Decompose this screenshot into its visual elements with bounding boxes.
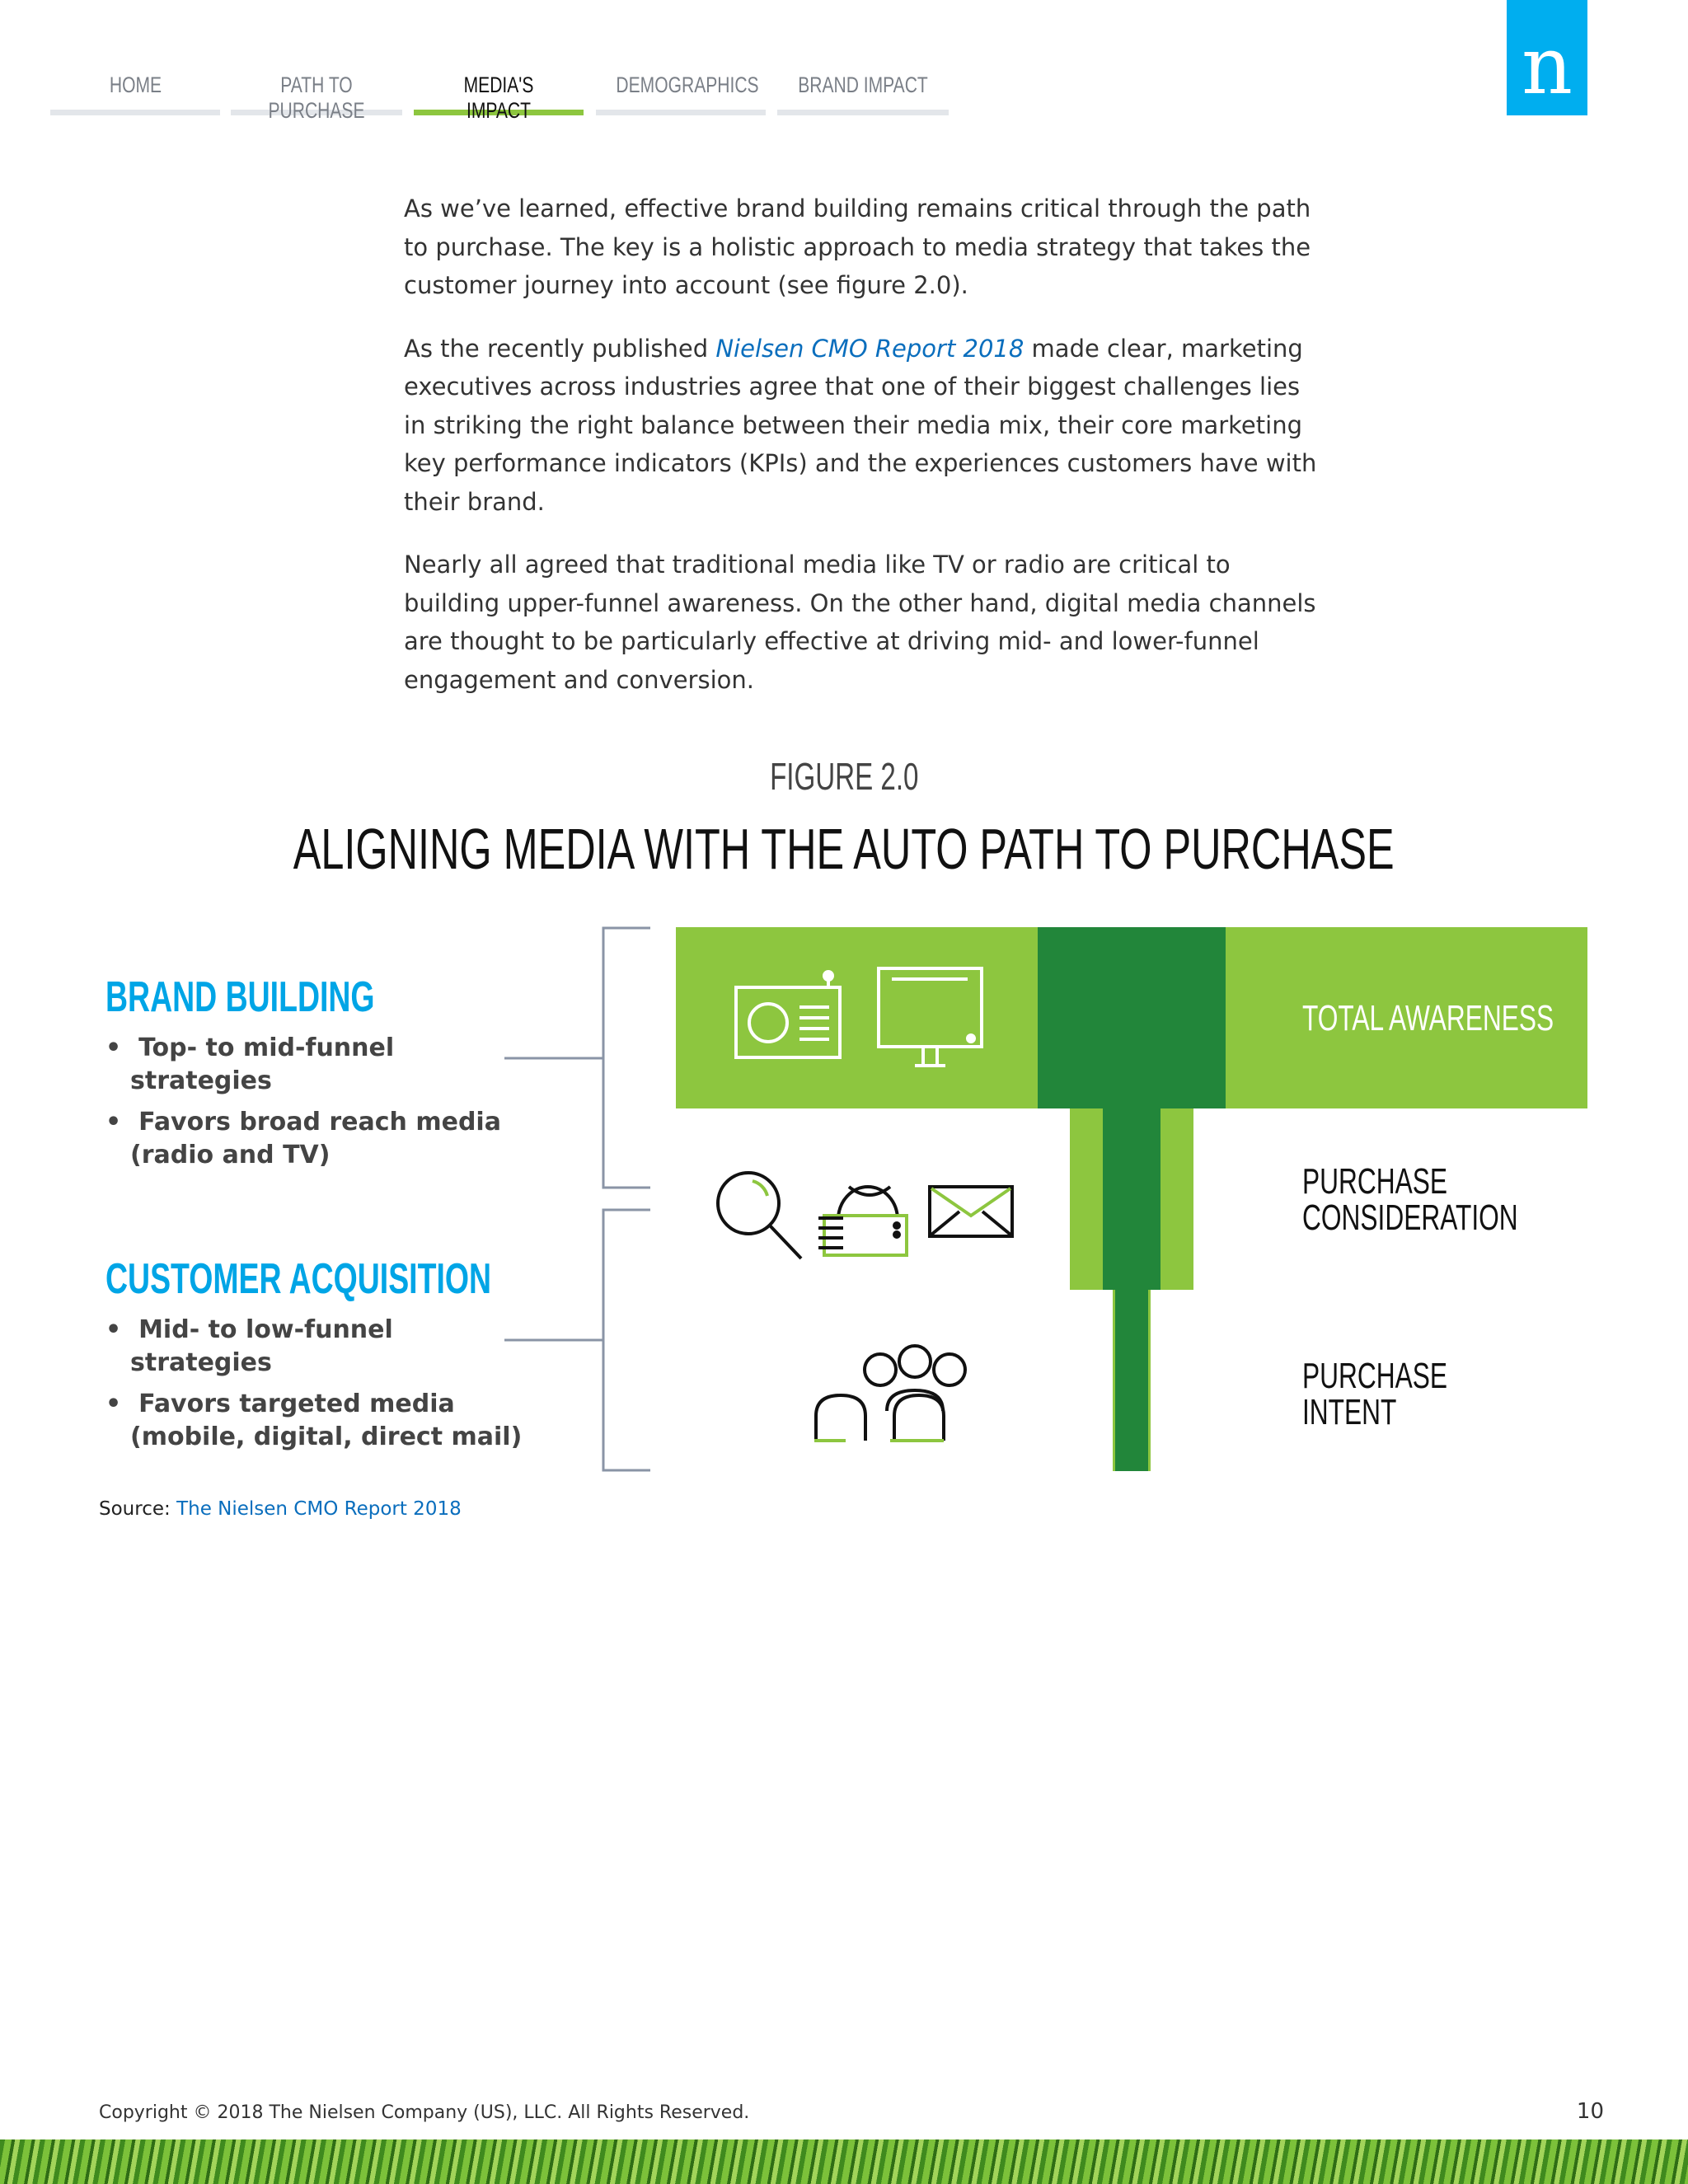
source-note: Source: The Nielsen CMO Report 2018 xyxy=(99,1498,462,1520)
customer-acquisition-heading: CUSTOMER ACQUISITION xyxy=(106,1255,492,1303)
consideration-funnel xyxy=(1103,1108,1160,1290)
tab-label: HOME xyxy=(109,73,162,97)
bullet: • Top- to mid-funnel strategies xyxy=(106,1033,395,1095)
bracket-lines xyxy=(504,928,650,1470)
copyright: Copyright © 2018 The Nielsen Company (US), LLC. All Rights Reserved. xyxy=(99,2102,750,2123)
stage-purchase-consideration: PURCHASE CONSIDERATION xyxy=(1302,1161,1518,1238)
brand-building-heading: BRAND BUILDING xyxy=(106,973,375,1021)
group-icon xyxy=(814,1346,965,1441)
grass-footer-image xyxy=(0,2139,1688,2184)
nielsen-logo[interactable]: n xyxy=(1507,0,1587,115)
brand-bracket xyxy=(504,928,650,1188)
cmo-report-link[interactable]: Nielsen CMO Report 2018 xyxy=(715,334,1025,363)
figure-number: FIGURE 2.0 xyxy=(769,755,919,798)
tab-label: DEMOGRAPHICS xyxy=(616,73,759,97)
source-link[interactable]: The Nielsen CMO Report 2018 xyxy=(176,1498,462,1520)
paragraph: Nearly all agreed that traditional media like TV or radio are critical to building upper-funnel awareness. On the other hand, digital media channels are thought to be particularly effective at driving mid- and lower-funnel engagement and conversion. xyxy=(404,551,1316,694)
figure-title: ALIGNING MEDIA WITH THE AUTO PATH TO PURCHASE xyxy=(293,817,1395,881)
page-number: 10 xyxy=(1576,2099,1604,2124)
text: made clear, marketing executives across industries agree that one of their biggest challenges lies in striking the right balance between their media mix, their core marketing key performance indicators (KPIs) and the experiences customers have with their brand. xyxy=(404,334,1317,516)
search-icon xyxy=(718,1173,801,1258)
person-phone-icon xyxy=(818,1187,907,1255)
stage-purchase-intent: PURCHASE INTENT xyxy=(1302,1356,1448,1432)
tab-label: MEDIA'S IMPACT xyxy=(463,73,534,123)
stage-total-awareness: TOTAL AWARENESS xyxy=(1302,998,1554,1038)
awareness-funnel xyxy=(1038,927,1226,1108)
tab-label: BRAND IMPACT xyxy=(798,73,928,97)
acquisition-bracket xyxy=(504,1210,650,1470)
paragraph: As we’ve learned, effective brand building remains critical through the path to purchase. The key is a holistic approach to media strategy that takes the customer journey into account (see figure 2.0). xyxy=(404,194,1311,299)
intent-funnel xyxy=(1115,1290,1148,1471)
bullet: • Favors broad reach media (radio and TV) xyxy=(106,1108,501,1169)
bullet: • Favors targeted media (mobile, digital, direct mail) xyxy=(106,1390,523,1451)
text: As the recently published xyxy=(404,334,716,363)
mail-icon xyxy=(930,1187,1012,1236)
tab-label: PATH TO PURCHASE xyxy=(268,73,365,123)
bullet: • Mid- to low-funnel strategies xyxy=(106,1315,393,1377)
